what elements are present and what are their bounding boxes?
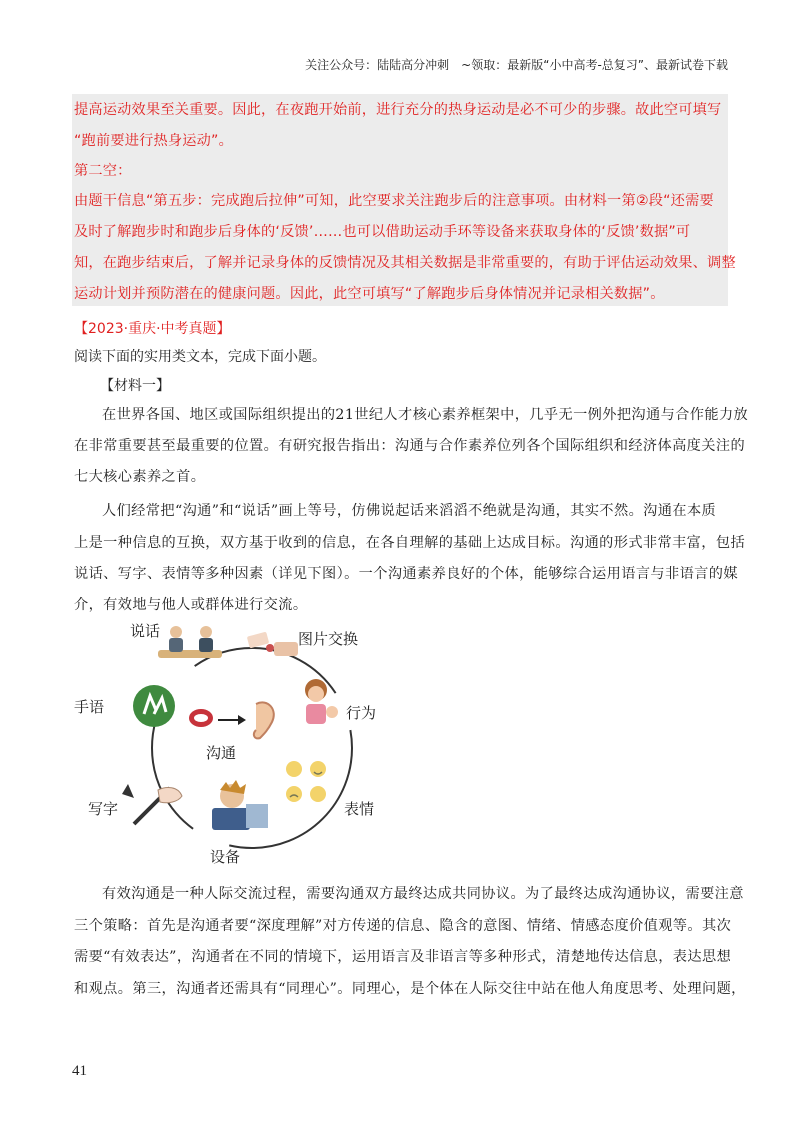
label-device: 设备 [210, 848, 241, 866]
label-sign-language: 手语 [74, 698, 105, 716]
paragraph-line: 人们经常把“沟通”和“说话”画上等号，仿佛说起话来滔滔不绝就是沟通，其实不然。沟通在本质 [102, 503, 717, 519]
sign-language-icon [133, 685, 175, 727]
question-intro: 阅读下面的实用类文本，完成下面小题。 [74, 349, 326, 365]
label-writing: 写字 [88, 800, 119, 818]
label-behavior: 行为 [346, 704, 377, 722]
source-tag: 【2023·重庆·中考真题】 [74, 321, 231, 337]
ear-icon [254, 702, 274, 738]
arrow-right-icon [218, 715, 246, 725]
arrow-head [122, 784, 134, 798]
picture-exchange-icon [247, 632, 298, 656]
expression-icon [286, 761, 326, 802]
paragraph-line: 有效沟通是一种人际交流过程，需要沟通双方最终达成共同协议。为了最终达成沟通协议，需要注意 [102, 886, 744, 902]
page-header: 关注公众号：陆陆高分冲刺 ~领取：最新版“小中高考-总复习”、最新试卷下载 [305, 58, 728, 72]
paragraph-line: 上是一种信息的互换，双方基于收到的信息，在各自理解的基础上达成目标。沟通的形式非常丰富，包括 [74, 535, 746, 551]
label-center: 沟通 [206, 744, 237, 762]
writing-icon [134, 788, 182, 824]
communication-diagram [70, 618, 400, 880]
answer-line: 运动计划并预防潜在的健康问题。因此，此空可填写“了解跑步后身体情况并记录相关数据”。 [74, 286, 665, 302]
material-title: 【材料一】 [100, 378, 170, 394]
paragraph-line: 介，有效地与他人或群体进行交流。 [74, 597, 308, 613]
answer-line: 第二空： [74, 163, 132, 179]
answer-line: 及时了解跑步时和跑步后身体的‘反馈’……也可以借助运动手环等设备来获取身体的‘反馈’数据”可 [74, 224, 691, 240]
paragraph-line: 在世界各国、地区或国际组织提出的21世纪人才核心素养框架中，几乎无一例外把沟通与合作能力放 [102, 407, 749, 423]
answer-line: 由题干信息“第五步：完成跑后拉伸”可知，此空要求关注跑步后的注意事项。由材料一第②段“还需要 [74, 193, 714, 209]
answer-line: 提高运动效果至关重要。因此，在夜跑开始前，进行充分的热身运动是必不可少的步骤。故此空可填写 [74, 102, 722, 118]
answer-line: 知，在跑步结束后，了解并记录身体的反馈情况及其相关数据是非常重要的，有助于评估运动效果、调整 [74, 255, 736, 271]
device-icon [212, 780, 268, 830]
label-speak: 说话 [130, 622, 161, 640]
mouth-icon [189, 709, 213, 727]
label-expression: 表情 [344, 800, 375, 818]
paragraph-line: 和观点。第三，沟通者还需具有“同理心”。同理心，是个体在人际交往中站在他人角度思考、处理问题， [74, 981, 746, 997]
speak-icon [158, 626, 222, 658]
paragraph-line: 在非常重要甚至最重要的位置。有研究报告指出：沟通与合作素养位列各个国际组织和经济体高度关注的 [74, 438, 746, 454]
paragraph-line: 七大核心素养之首。 [74, 469, 206, 485]
paragraph-line: 说话、写字、表情等多种因素（详见下图）。一个沟通素养良好的个体，能够综合运用语言与非语言的媒 [74, 566, 738, 582]
label-picture-exchange: 图片交换 [298, 630, 359, 648]
answer-line: “跑前要进行热身运动”。 [74, 133, 233, 149]
page-number: 41 [72, 1063, 87, 1079]
paragraph-line: 三个策略：首先是沟通者要“深度理解”对方传递的信息、隐含的意图、情绪、情感态度价值观等。其次 [74, 918, 732, 934]
paragraph-line: 需要“有效表达”，沟通者在不同的情境下，运用语言及非语言等多种形式，清楚地传达信息，表达思想 [74, 949, 732, 965]
behavior-icon [305, 679, 338, 724]
